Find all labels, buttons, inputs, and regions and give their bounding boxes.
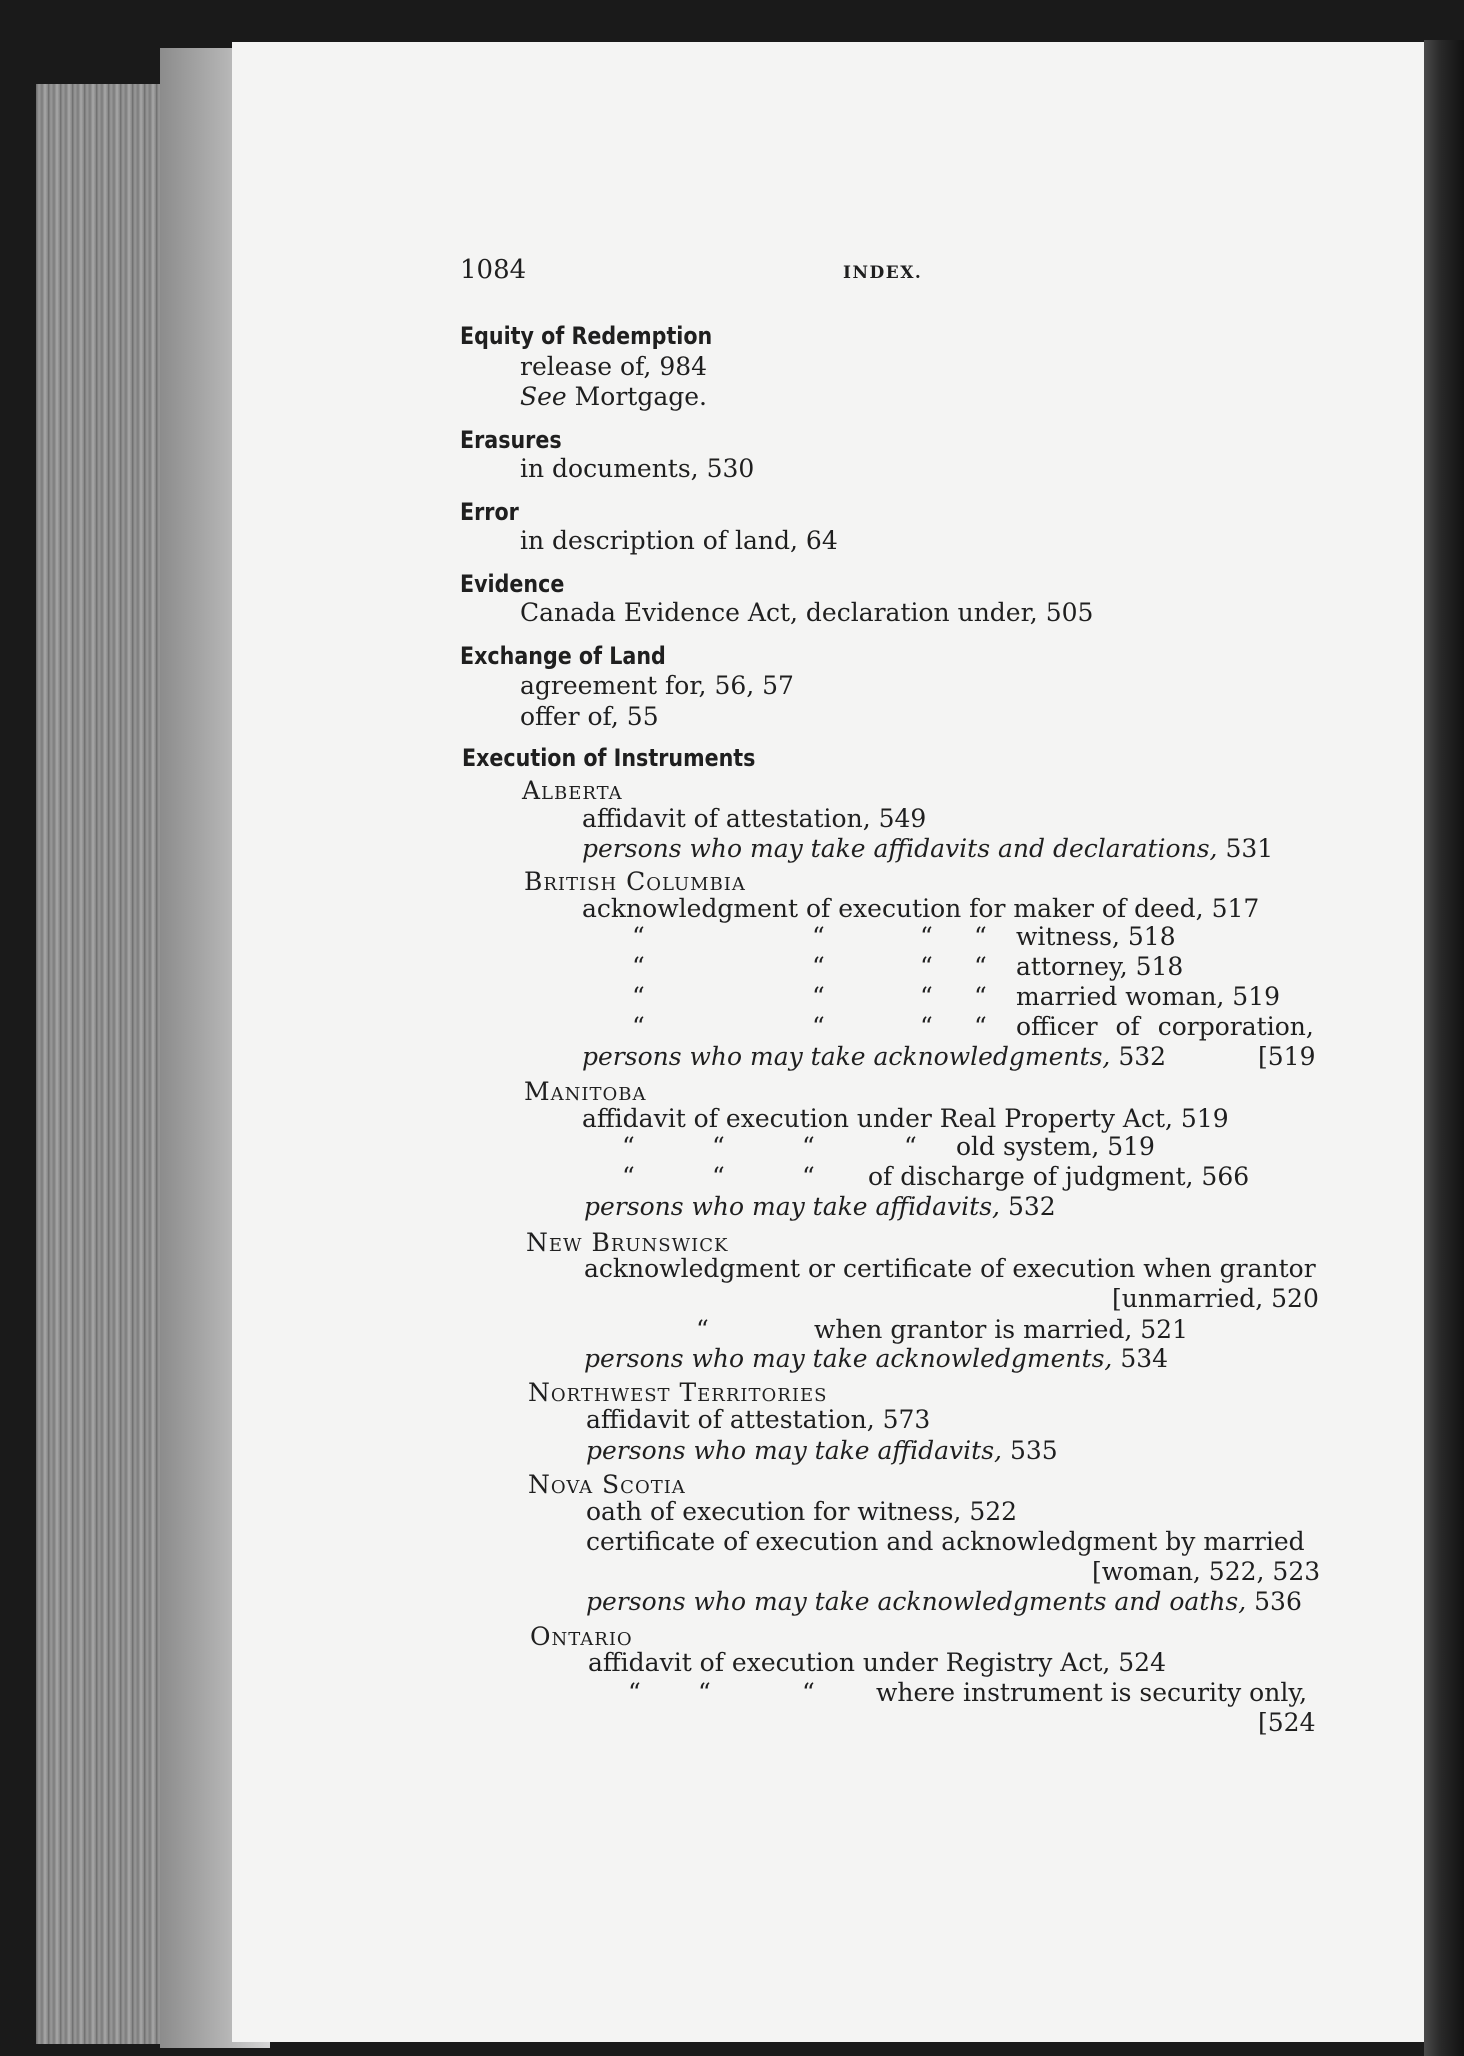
persons-text: persons who may take acknowledgments, xyxy=(584,1344,1113,1373)
subentry: officer of corporation, xyxy=(1016,1012,1314,1041)
subentry-persons xyxy=(582,1042,1166,1072)
ditto-mark: “ xyxy=(812,982,825,1011)
ditto-mark: “ xyxy=(920,922,933,951)
province-alberta: Alberta xyxy=(522,776,623,805)
persons-text: persons who may take affidavits, xyxy=(584,1192,1000,1221)
runover-continuation: [unmarried, 520 xyxy=(1112,1284,1319,1313)
subentry-persons xyxy=(582,834,1273,864)
book-gutter xyxy=(1424,40,1464,2056)
subentry: affidavit of execution under Registry Act, 524 xyxy=(588,1648,1166,1677)
subentry: of discharge of judgment, 566 xyxy=(868,1162,1250,1191)
ditto-mark: “ xyxy=(698,1678,711,1707)
persons-text: persons who may take affidavits, xyxy=(586,1436,1002,1465)
subentry: where instrument is security only, xyxy=(876,1678,1308,1707)
ditto-mark: “ xyxy=(696,1315,709,1344)
subentry: married woman, 519 xyxy=(1016,982,1281,1011)
ditto-mark: “ xyxy=(920,1012,933,1041)
entry-heading-error: Error xyxy=(460,498,519,526)
subentry: affidavit of execution under Real Property Act, 519 xyxy=(582,1104,1229,1133)
page-ref: 532 xyxy=(1118,1042,1167,1071)
subentry-persons xyxy=(586,1587,1302,1617)
subentry: old system, 519 xyxy=(956,1132,1155,1161)
subentry: affidavit of attestation, 573 xyxy=(586,1405,931,1434)
subentry: Canada Evidence Act, declaration under, 505 xyxy=(520,598,1094,627)
page-ref: 536 xyxy=(1254,1587,1302,1616)
ditto-mark: “ xyxy=(974,982,987,1011)
subentry: witness, 518 xyxy=(1016,922,1176,951)
subentry: affidavit of attestation, 549 xyxy=(582,804,927,833)
subentry: offer of, 55 xyxy=(520,702,659,731)
page-ref: 532 xyxy=(1007,1192,1056,1221)
see-target: Mortgage. xyxy=(574,382,707,411)
subentry: in documents, 530 xyxy=(520,454,755,483)
entry-heading-execution: Execution of Instruments xyxy=(462,744,756,772)
subentry: when grantor is married, 521 xyxy=(814,1315,1188,1344)
subentry: agreement for, 56, 57 xyxy=(520,671,794,700)
page-ref: 534 xyxy=(1120,1344,1169,1373)
runover-continuation: [524 xyxy=(1258,1708,1316,1737)
subentry: acknowledgment of execution for maker of deed, 517 xyxy=(582,894,1260,923)
ditto-mark: “ xyxy=(632,952,645,981)
entry-heading-erasures: Erasures xyxy=(460,426,562,454)
ditto-mark: “ xyxy=(802,1678,815,1707)
ditto-mark: “ xyxy=(904,1132,917,1161)
subentry-persons xyxy=(584,1344,1168,1374)
province-manitoba: Manitoba xyxy=(524,1077,647,1106)
ditto-mark: “ xyxy=(974,922,987,951)
persons-text: persons who may take acknowledgments, xyxy=(582,1042,1111,1071)
ditto-mark: “ xyxy=(802,1132,815,1161)
province-nova-scotia: Nova Scotia xyxy=(528,1470,686,1499)
subentry: in description of land, 64 xyxy=(520,526,838,555)
subentry: oath of execution for witness, 522 xyxy=(586,1497,1018,1526)
persons-text: persons who may take affidavits and declarations, xyxy=(582,834,1218,863)
ditto-mark: “ xyxy=(974,952,987,981)
province-british-columbia: British Columbia xyxy=(524,867,746,896)
ditto-mark: “ xyxy=(812,1012,825,1041)
ditto-mark: “ xyxy=(712,1162,725,1191)
subentry: release of, 984 xyxy=(520,352,708,381)
page-ref: 531 xyxy=(1225,834,1274,863)
ditto-mark: “ xyxy=(920,982,933,1011)
subentry: certificate of execution and acknowledgment by married xyxy=(586,1527,1305,1556)
subentry: acknowledgment or certificate of execution when grantor xyxy=(584,1254,1316,1283)
ditto-mark: “ xyxy=(920,952,933,981)
runover-continuation: [519 xyxy=(1258,1042,1316,1071)
persons-text: persons who may take acknowledgments and oaths, xyxy=(586,1587,1247,1616)
subentry-persons xyxy=(584,1192,1056,1222)
entry-heading-evidence: Evidence xyxy=(460,570,565,598)
subentry-see-reference xyxy=(520,382,707,412)
ditto-mark: “ xyxy=(802,1162,815,1191)
ditto-mark: “ xyxy=(632,922,645,951)
ditto-mark: “ xyxy=(712,1132,725,1161)
see-label: See xyxy=(520,382,567,411)
page-number: 1084 xyxy=(460,255,527,285)
subentry-persons xyxy=(586,1436,1058,1466)
entry-heading-equity: Equity of Redemption xyxy=(460,322,713,350)
province-new-brunswick: New Brunswick xyxy=(526,1228,729,1257)
ditto-mark: “ xyxy=(632,1012,645,1041)
ditto-mark: “ xyxy=(812,922,825,951)
ditto-mark: “ xyxy=(974,1012,987,1041)
ditto-mark: “ xyxy=(622,1132,635,1161)
ditto-mark: “ xyxy=(632,982,645,1011)
runover-continuation: [woman, 522, 523 xyxy=(1092,1557,1321,1586)
province-northwest-territories: Northwest Territories xyxy=(528,1378,828,1407)
ditto-mark: “ xyxy=(628,1678,641,1707)
entry-heading-exchange: Exchange of Land xyxy=(460,642,666,670)
ditto-mark: “ xyxy=(812,952,825,981)
province-ontario: Ontario xyxy=(530,1622,633,1651)
subentry: attorney, 518 xyxy=(1016,952,1184,981)
running-title: INDEX. xyxy=(843,263,923,283)
page-ref: 535 xyxy=(1009,1436,1058,1465)
ditto-mark: “ xyxy=(622,1162,635,1191)
